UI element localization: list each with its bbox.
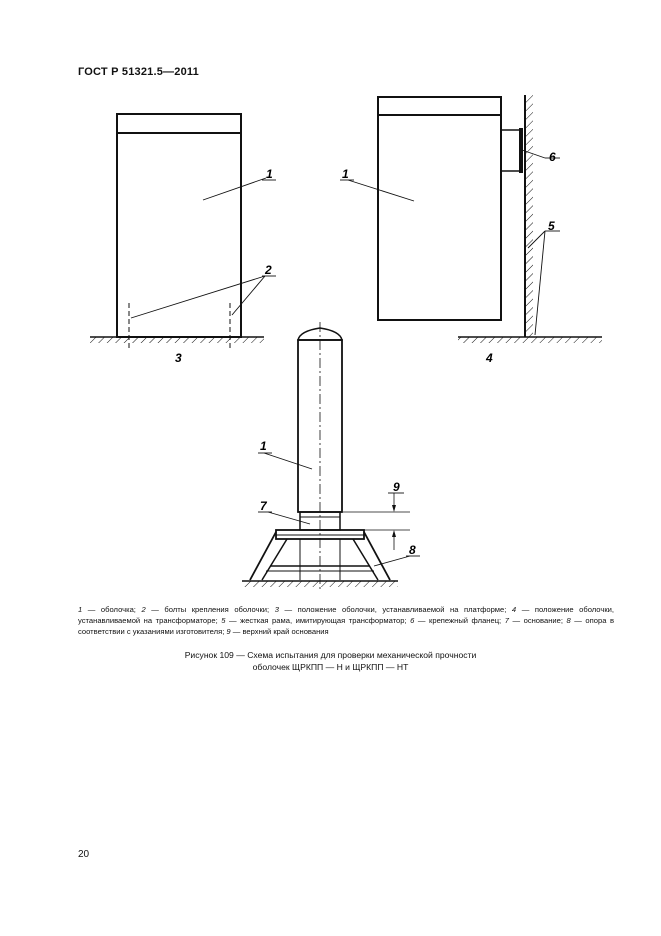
view-4-transformer	[340, 95, 602, 343]
mounting-flange	[501, 130, 520, 171]
support-leg-right-outer	[364, 532, 390, 580]
ground-hatch	[242, 581, 398, 587]
figure-caption-line-1: Рисунок 109 — Схема испытания для проверки механической прочности	[184, 650, 477, 660]
label-1-view4: 1	[342, 167, 349, 181]
figure-legend: 1 — оболочка; 2 — болты крепления оболочки; 3 — положение оболочки, устанавливаемой на платформе; 4 — положение оболочки, устанавливаемой на трансформаторе; 5 — жесткая рама, имитирующая трансформатор; 6 — крепежный фланец; 7 — основание; 8 — опора в соответствии с указаниями изготовителя; 9 — верхний край основания	[78, 605, 614, 637]
label-1-view3: 1	[266, 167, 273, 181]
support-leg-right-inner	[353, 539, 378, 580]
label-7: 7	[260, 499, 267, 513]
label-6: 6	[549, 150, 556, 164]
enclosure-body	[117, 114, 241, 337]
view-column-on-base	[242, 322, 420, 590]
label-1-center: 1	[260, 439, 267, 453]
page-number: 20	[78, 849, 90, 860]
label-2: 2	[265, 263, 272, 277]
label-9: 9	[393, 480, 400, 494]
enclosure-body	[378, 97, 501, 320]
support-leg-left-outer	[250, 532, 276, 580]
ground-hatch	[458, 337, 602, 343]
label-4: 4	[486, 351, 493, 365]
frame-hatch	[526, 95, 533, 337]
figure-caption-line-2: оболочек ЩРКПП — Н и ЩРКПП — НТ	[252, 662, 409, 672]
view-3-platform	[90, 114, 276, 349]
label-5: 5	[548, 219, 555, 233]
ground-hatch	[90, 337, 264, 343]
support-leg-left-inner	[262, 539, 287, 580]
document-header: ГОСТ Р 51321.5—2011	[78, 66, 199, 78]
label-3: 3	[175, 351, 182, 365]
label-8: 8	[409, 543, 416, 557]
